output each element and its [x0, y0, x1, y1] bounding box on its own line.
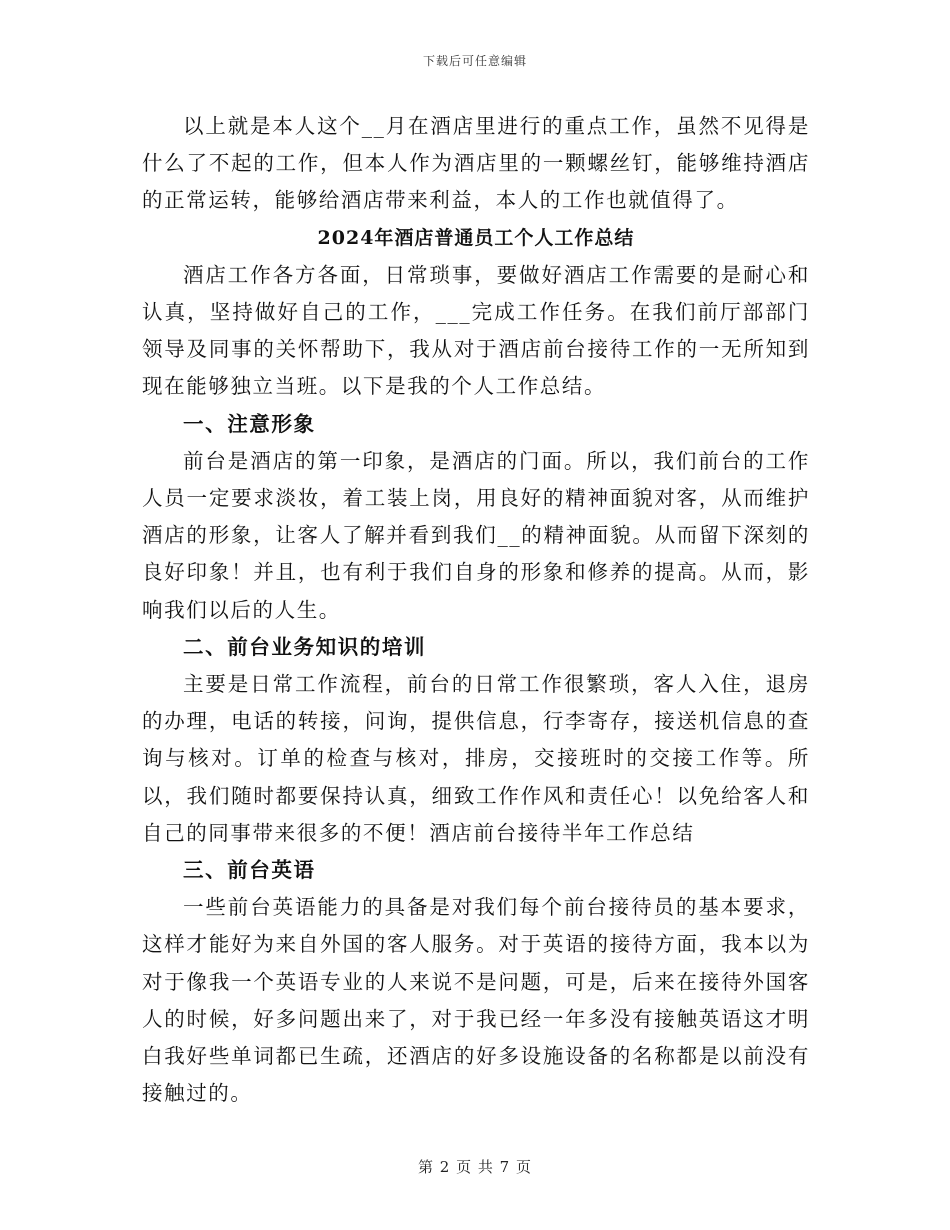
- document-body: [142, 108, 810, 1112]
- intro-paragraph: 以上就是本人这个__月在酒店里进行的重点工作，虽然不见得是什么了不起的工作，但本人作为酒店里的一颗螺丝钉，能够维持酒店的正常运转，能够给酒店带来利益，本人的工作也就值得了。: [142, 114, 810, 213]
- page-header: 下载后可任意编辑: [422, 54, 527, 68]
- opening-paragraph: 酒店工作各方各面，日常琐事，要做好酒店工作需要的是耐心和认真，坚持做好自己的工作，___完成工作任务。在我们前厅部部门领导及同事的关怀帮助下，我从对于酒店前台接待工作的一无所知到现在能够独立当班。以下是我的个人工作总结。: [142, 262, 810, 399]
- section-body-english: 一些前台英语能力的具备是对我们每个前台接待员的基本要求，这样才能好为来自外国的客人服务。对于英语的接待方面，我本以为对于像我一个英语专业的人来说不是问题，可是，后来在接待外国客人的时候，好多问题出来了，对于我已经一年多没有接触英语这才明白我好些单词都已生疏，还酒店的好多设施设备的名称都是以前没有接触过的。: [142, 895, 810, 1106]
- section-body-image: 前台是酒店的第一印象，是酒店的门面。所以，我们前台的工作人员一定要求淡妆，着工装上岗，用良好的精神面貌对客，从而维护酒店的形象，让客人了解并看到我们__的精神面貌。从而留下深刻的良好印象！并且，也有利于我们自身的形象和修养的提高。从而，影响我们以后的人生。: [142, 448, 810, 622]
- section-heading-image: 一、注意形象: [183, 411, 316, 436]
- section-heading-english: 三、前台英语: [183, 858, 316, 883]
- page-number: 第 2 页 共 7 页: [418, 1158, 532, 1176]
- section-heading-training: 二、前台业务知识的培训: [183, 634, 427, 659]
- document-title: 2024年酒店普通员工个人工作总结: [317, 226, 635, 249]
- section-body-training: 主要是日常工作流程，前台的日常工作很繁琐，客人入住，退房的办理，电话的转接，问询，提供信息，行李寄存，接送机信息的查询与核对。订单的检查与核对，排房，交接班时的交接工作等。所以，我们随时都要保持认真，细致工作作风和责任心！以免给客人和自己的同事带来很多的不便！酒店前台接待半年工作总结: [142, 672, 810, 845]
